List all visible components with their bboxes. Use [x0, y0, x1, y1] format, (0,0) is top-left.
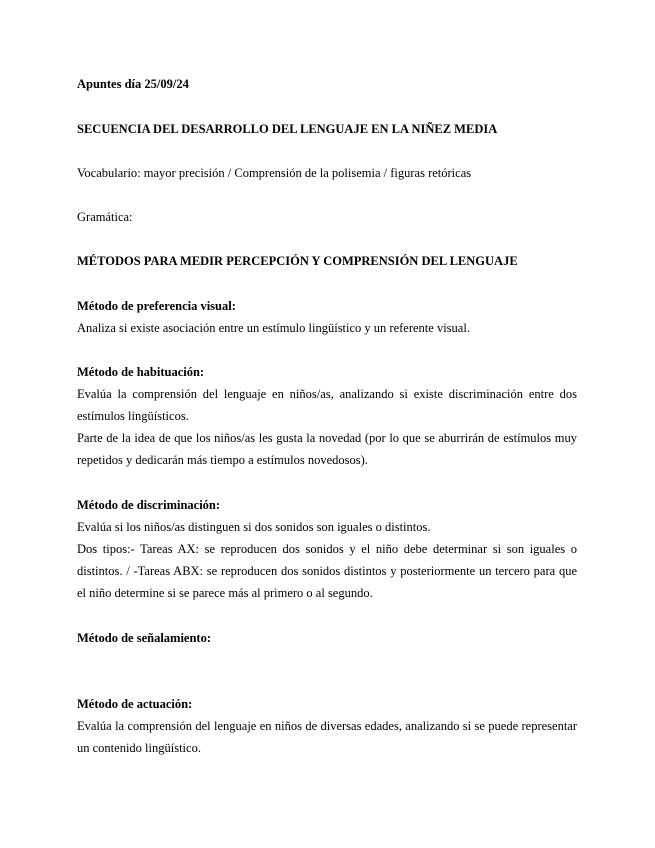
metodo-preferencia-visual-heading: Método de preferencia visual:: [77, 299, 236, 313]
metodo-discriminacion-text-1: Evalúa si los niños/as distinguen si dos sonidos son iguales o distintos.: [77, 520, 431, 534]
metodo-habituacion-text-2: Parte de la idea de que los niños/as les gusta la novedad (por lo que se aburrirán de estímulos muy repetidos y dedicarán más tiempo a estímulos novedosos).: [77, 431, 577, 467]
metodo-senalamiento-heading: Método de señalamiento:: [77, 631, 212, 645]
metodo-habituacion-heading: Método de habituación:: [77, 365, 205, 379]
metodo-actuacion-text: Evalúa la comprensión del lenguaje en niños de diversas edades, analizando si se puede representar un contenido lingüístico.: [77, 719, 577, 755]
metodo-discriminacion-text-2: Dos tipos:- Tareas AX: se reproducen dos sonidos y el niño debe determinar si son iguales o distintos. / -Tareas ABX: se reproducen dos sonidos distintos y posteriormente un tercero para que el niño determine si se parece más al primero o al segundo.: [77, 542, 577, 600]
metodo-habituacion-text-1: Evalúa la comprensión del lenguaje en niños/as, analizando si existe discriminación entre dos estímulos lingüísticos.: [77, 387, 577, 423]
date-heading: Apuntes día 25/09/24: [77, 77, 189, 91]
section-title-desarrollo: SECUENCIA DEL DESARROLLO DEL LENGUAJE EN LA NIÑEZ MEDIA: [77, 122, 498, 136]
section-title-metodos: MÉTODOS PARA MEDIR PERCEPCIÓN Y COMPRENSIÓN DEL LENGUAJE: [77, 254, 518, 268]
metodo-preferencia-visual-text: Analiza si existe asociación entre un estímulo lingüístico y un referente visual.: [77, 321, 470, 335]
metodo-discriminacion-heading: Método de discriminación:: [77, 498, 221, 512]
metodo-actuacion-heading: Método de actuación:: [77, 697, 193, 711]
gramatica-line: Gramática:: [77, 210, 133, 224]
vocabulario-line: Vocabulario: mayor precisión / Comprensión de la polisemia / figuras retóricas: [77, 166, 472, 180]
